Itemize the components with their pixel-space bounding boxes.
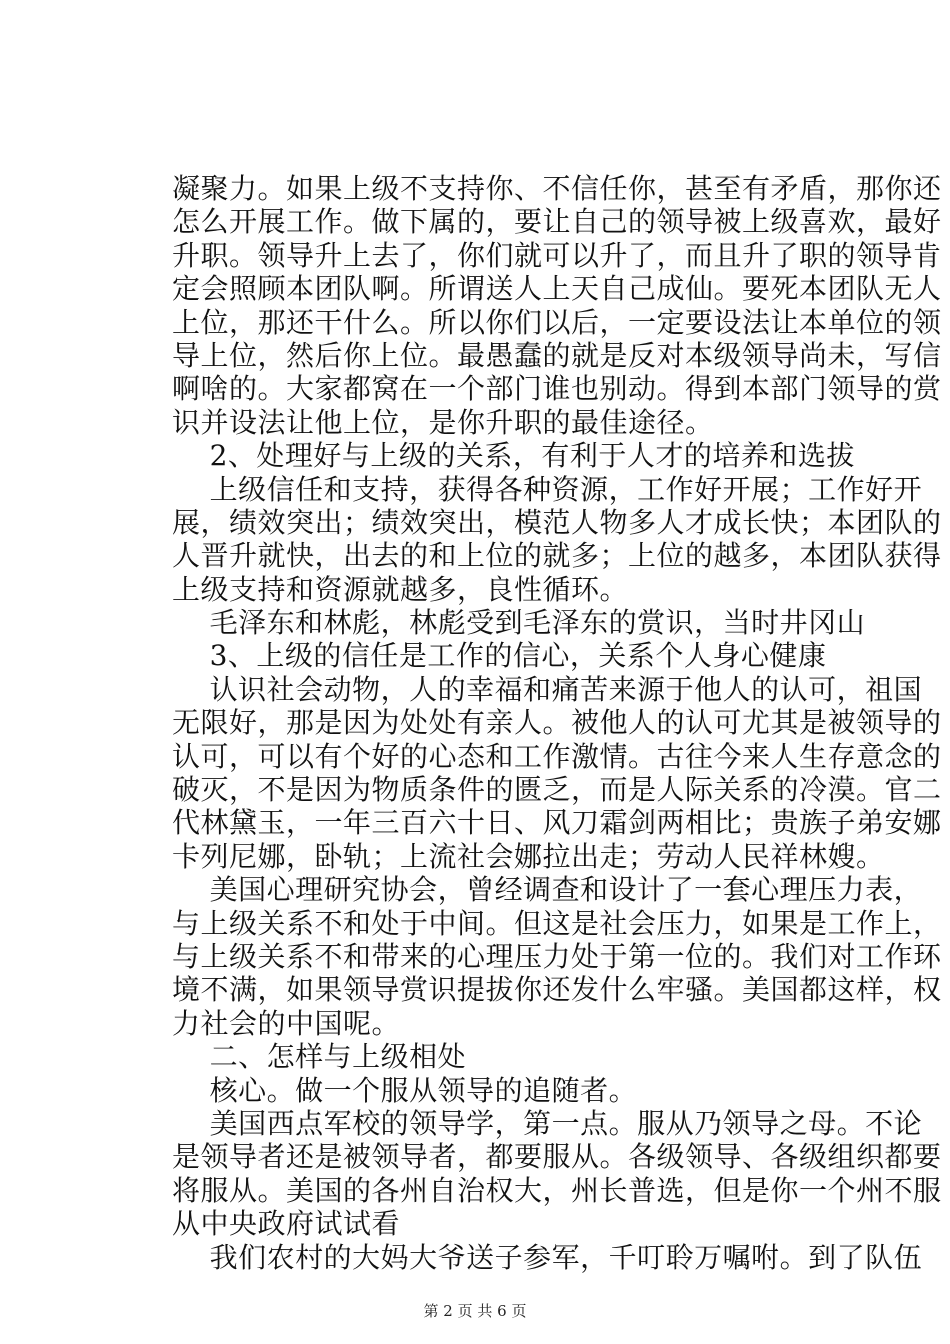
text-line: 境不满，如果领导赏识提拔你还发什么牢骚。美国都这样，权 [172,973,942,1007]
page-number-label: 第 2 页 共 6 页 [423,1302,527,1320]
document-body [172,172,942,1274]
text-line: 无限好，那是因为处处有亲人。被他人的认可尤其是被领导的 [172,706,942,740]
text-line: 凝聚力。如果上级不支持你、不信任你，甚至有矛盾，那你还 [172,172,942,205]
text-line: 上级支持和资源就越多，良性循环。 [172,572,629,606]
text-line: 怎么开展工作。做下属的，要让自己的领导被上级喜欢，最好 [172,205,942,239]
text-line: 上位，那还干什么。所以你们以后，一定要设法让本单位的领 [172,305,942,339]
text-line: 与上级关系不和带来的心理压力处于第一位的。我们对工作环 [172,939,942,973]
text-line: 美国西点军校的领导学，第一点。服从乃领导之母。不论 [172,1106,923,1140]
text-line: 认识社会动物，人的幸福和痛苦来源于他人的认可，祖国 [172,672,923,706]
text-line: 二、怎样与上级相处 [172,1040,467,1074]
text-line: 力社会的中国呢。 [172,1006,401,1040]
text-line: 是领导者还是被领导者，都要服从。各级领导、各级组织都要 [172,1140,942,1174]
text-line: 展，绩效突出；绩效突出，模范人物多人才成长快；本团队的 [172,505,942,539]
text-line: 2、处理好与上级的关系，有利于人才的培养和选拔 [172,439,855,473]
text-line: 毛泽东和林彪，林彪受到毛泽东的赏识，当时井冈山 [172,606,866,640]
text-line: 升职。领导升上去了，你们就可以升了，而且升了职的领导肯 [172,238,942,272]
text-line: 破灭，不是因为物质条件的匮乏，而是人际关系的冷漠。官二 [172,773,942,807]
text-line: 从中央政府试试看 [172,1207,401,1241]
text-line: 导上位，然后你上位。最愚蠢的就是反对本级领导尚未，写信 [172,338,942,372]
text-line: 啊啥的。大家都窝在一个部门谁也别动。得到本部门领导的赏 [172,372,942,406]
text-line: 识并设法让他上位，是你升职的最佳途径。 [172,405,714,439]
text-line: 上级信任和支持，获得各种资源，工作好开展；工作好开 [172,472,923,506]
text-line: 核心。做一个服从领导的追随者。 [172,1073,638,1107]
text-line: 认可，可以有个好的心态和工作激情。古往今来人生存意念的 [172,739,942,773]
text-line: 定会照顾本团队啊。所谓送人上天自己成仙。要死本团队无人 [172,272,942,306]
text-line: 人晋升就快，出去的和上位的就多；上位的越多，本团队获得 [172,539,942,573]
text-line: 我们农村的大妈大爷送子参军，千叮聆万嘱咐。到了队伍 [172,1240,923,1274]
text-line: 将服从。美国的各州自治权大，州长普选，但是你一个州不服 [172,1173,942,1207]
page-footer [0,1300,950,1321]
text-line: 3、上级的信任是工作的信心，关系个人身心健康 [172,639,827,673]
text-line: 代林黛玉，一年三百六十日、风刀霜剑两相比；贵族子弟安娜 [172,806,942,840]
text-line: 美国心理研究协会，曾经调查和设计了一套心理压力表， [172,873,923,907]
text-line: 与上级关系不和处于中间。但这是社会压力，如果是工作上， [172,906,942,940]
text-line: 卡列尼娜，卧轨；上流社会娜拉出走；劳动人民祥林嫂。 [172,839,885,873]
